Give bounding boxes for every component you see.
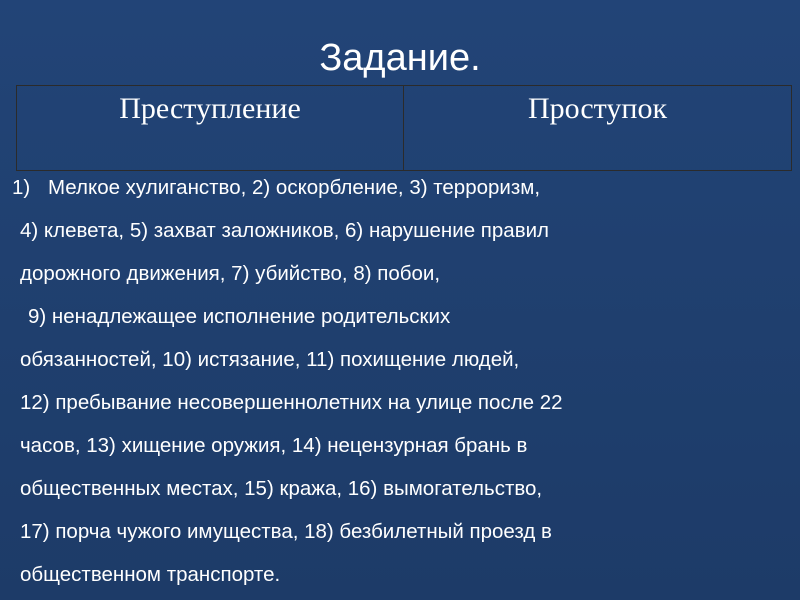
offense-list [8, 170, 788, 600]
list-line-text: Мелкое хулиганство, 2) оскорбление, 3) терроризм, [48, 176, 541, 199]
list-line-text: 12) пребывание несовершеннолетних на улице после 22 [20, 391, 563, 414]
list-line [8, 299, 788, 342]
list-line [8, 385, 788, 428]
list-line-text: обязанностей, 10) истязание, 11) похищение людей, [20, 348, 520, 371]
list-number: 1) [12, 176, 31, 199]
list-line [8, 514, 788, 557]
header-crime: Преступление [17, 86, 404, 171]
classification-table [16, 85, 792, 171]
list-line-text: 4) клевета, 5) захват заложников, 6) нарушение правил [20, 219, 550, 242]
list-line-text: общественном транспорте. [20, 563, 281, 586]
list-line-text: дорожного движения, 7) убийство, 8) побои, [20, 262, 441, 285]
list-line-text: 9) ненадлежащее исполнение родительских [28, 305, 451, 328]
list-line-text: часов, 13) хищение оружия, 14) нецензурная брань в [20, 434, 528, 457]
list-line [8, 342, 788, 385]
list-line [8, 428, 788, 471]
list-line [8, 213, 788, 256]
slide-title: Задание. [319, 37, 481, 79]
table-header-row [17, 86, 792, 171]
list-line [8, 471, 788, 514]
list-line [8, 170, 788, 213]
list-line [8, 557, 788, 600]
list-line [8, 256, 788, 299]
list-line-text: 17) порча чужого имущества, 18) безбилетный проезд в [20, 520, 552, 543]
header-offense: Проступок [404, 86, 792, 171]
list-line-text: общественных местах, 15) кража, 16) вымогательство, [20, 477, 543, 500]
